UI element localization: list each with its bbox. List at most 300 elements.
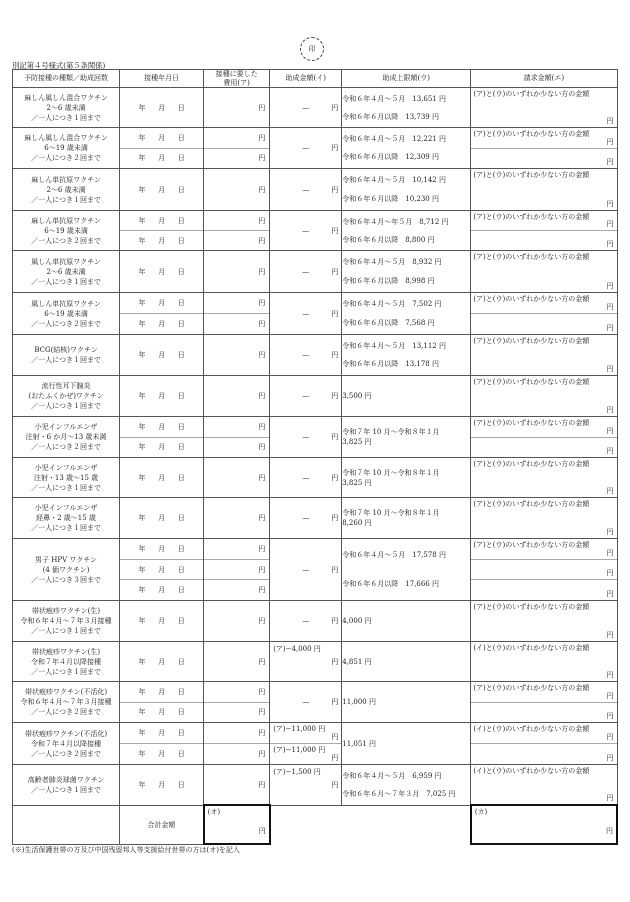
cost-field[interactable] bbox=[204, 682, 269, 702]
claim-amount-cell bbox=[471, 498, 617, 539]
yen-unit: 円 bbox=[331, 309, 339, 318]
vaccine-name-line: ／一人につき１回まで bbox=[31, 402, 101, 410]
claim-amount-cell bbox=[471, 458, 617, 498]
date-unit-month: 月 bbox=[158, 392, 166, 400]
vaccination-date-field[interactable] bbox=[120, 128, 203, 148]
yen-unit: 円 bbox=[606, 406, 614, 414]
date-unit-year: 年 bbox=[138, 351, 146, 359]
subsidy-cell bbox=[270, 765, 342, 806]
vaccine-name-line: (おたふくかぜ)ワクチン bbox=[28, 392, 104, 400]
cost-cell bbox=[204, 211, 270, 251]
claim-rule-note: (ア)と(ウ)のいずれか少ない方の金額 bbox=[473, 90, 590, 98]
vaccine-name-line: 2〜6 歳未満 bbox=[46, 103, 86, 112]
date-unit-month: 月 bbox=[158, 236, 166, 245]
vaccination-date-field[interactable] bbox=[120, 579, 203, 600]
subsidy-limit-line: 4,851 円 bbox=[342, 657, 372, 666]
yen-unit: 円 bbox=[258, 729, 266, 737]
cost-field[interactable] bbox=[204, 458, 269, 497]
date-unit-year: 年 bbox=[138, 443, 146, 452]
date-unit-year: 年 bbox=[138, 617, 146, 625]
date-unit-day: 日 bbox=[177, 544, 185, 553]
claim-amount-field[interactable] bbox=[471, 417, 616, 437]
vaccine-name-line: BCG(結核)ワクチン bbox=[34, 346, 98, 354]
subsidy-limit-line: 令和６年６月以降 13,178 円 bbox=[342, 360, 439, 369]
yen-unit: 円 bbox=[258, 473, 266, 482]
date-unit-year: 年 bbox=[138, 267, 146, 276]
date-unit-year: 年 bbox=[138, 236, 146, 245]
subsidy-cell bbox=[270, 335, 342, 376]
yen-unit: 円 bbox=[258, 514, 266, 522]
yen-unit: 円 bbox=[258, 657, 266, 666]
claim-amount-field[interactable] bbox=[471, 88, 616, 127]
date-unit-day: 日 bbox=[177, 687, 185, 696]
claim-rule-note: (ア)と(ウ)のいずれか少ない方の金額 bbox=[473, 130, 590, 138]
yen-unit: 円 bbox=[331, 698, 339, 706]
claim-amount-cell bbox=[471, 601, 617, 642]
vaccine-name-line: 6〜19 歳未満 bbox=[44, 226, 88, 235]
subsidy-limit-cell bbox=[342, 765, 471, 806]
vaccine-name-line: 麻しん単抗原ワクチン bbox=[31, 175, 101, 184]
subsidy-dash: — bbox=[302, 473, 310, 482]
subsidy-dash: — bbox=[302, 309, 310, 318]
yen-unit: 円 bbox=[331, 514, 339, 522]
subsidy-limit-line: 令和６年６月以降 12,309 円 bbox=[342, 153, 439, 162]
subsidy-limit-line: 8,260 円 bbox=[342, 519, 372, 527]
yen-unit: 円 bbox=[258, 216, 266, 225]
vaccination-date-field[interactable] bbox=[120, 437, 203, 458]
cost-cell bbox=[204, 458, 270, 498]
claim-rule-note: (ア)と(ウ)のいずれか少ない方の金額 bbox=[473, 337, 590, 345]
yen-unit: 円 bbox=[606, 569, 614, 578]
vaccination-date-cell bbox=[120, 128, 204, 169]
vaccine-name-cell bbox=[13, 642, 120, 682]
seal-stamp-mark: 印 bbox=[300, 37, 324, 61]
claim-amount-field[interactable] bbox=[471, 230, 616, 250]
date-unit-day: 日 bbox=[177, 216, 185, 225]
claim-amount-field[interactable] bbox=[471, 601, 616, 641]
vaccination-date-cell bbox=[120, 498, 204, 539]
table-row bbox=[13, 539, 618, 601]
total-row bbox=[13, 805, 618, 844]
vaccine-name-cell bbox=[13, 498, 120, 539]
vaccine-name-line: ／一人につき２回まで bbox=[31, 319, 101, 328]
vaccine-name-line: ／一人につき２回まで bbox=[31, 443, 101, 451]
vaccination-date-field[interactable] bbox=[120, 417, 203, 437]
vaccination-date-cell bbox=[120, 211, 204, 251]
vaccination-date-field[interactable] bbox=[120, 702, 203, 723]
cost-field[interactable] bbox=[204, 211, 269, 230]
subsidy-cell bbox=[270, 128, 342, 169]
vaccine-name-cell bbox=[13, 458, 120, 498]
yen-unit: 円 bbox=[606, 794, 614, 802]
claim-amount-field[interactable] bbox=[471, 765, 616, 804]
subsidy-limit-line: 令和６年６月以降 8,998 円 bbox=[342, 277, 435, 285]
vaccine-name-cell bbox=[13, 539, 120, 601]
form-title: 別記第４号様式(第５条関係) bbox=[12, 61, 106, 70]
claim-amount-cell bbox=[471, 539, 617, 601]
vaccine-name-line: 帯状疱疹ワクチン(生) bbox=[31, 607, 101, 615]
subsidy-dash: — bbox=[302, 144, 310, 152]
subsidy-cell bbox=[270, 601, 342, 642]
claim-amount-cell bbox=[471, 169, 617, 211]
cost-field[interactable] bbox=[204, 230, 269, 250]
vaccination-date-field[interactable] bbox=[120, 251, 203, 292]
vaccination-date-field[interactable] bbox=[120, 723, 203, 743]
cost-field[interactable] bbox=[204, 128, 269, 148]
cost-field[interactable] bbox=[204, 251, 269, 292]
cost-field[interactable] bbox=[204, 539, 269, 559]
yen-unit: 円 bbox=[331, 267, 339, 276]
table-row bbox=[13, 642, 618, 682]
cost-cell bbox=[204, 169, 270, 211]
vaccine-name-cell bbox=[13, 88, 120, 128]
yen-unit: 円 bbox=[606, 158, 614, 166]
vaccination-date-field[interactable] bbox=[120, 169, 203, 210]
yen-unit: 円 bbox=[606, 324, 614, 332]
table-row bbox=[13, 169, 618, 211]
vaccine-name-line: ／一人につき２回まで bbox=[31, 236, 101, 245]
date-unit-day: 日 bbox=[177, 351, 185, 359]
cost-field[interactable] bbox=[204, 148, 269, 169]
cost-field[interactable] bbox=[204, 601, 269, 641]
vaccination-date-field[interactable] bbox=[120, 498, 203, 538]
cost-field[interactable] bbox=[204, 313, 269, 334]
vaccine-name-line: 風しん単抗原ワクチン bbox=[31, 257, 101, 266]
date-unit-year: 年 bbox=[138, 729, 146, 737]
yen-unit: 円 bbox=[606, 631, 614, 639]
subsidy-formula: (ア)−4,000 円 bbox=[273, 645, 321, 653]
claim-amount-field[interactable] bbox=[471, 498, 616, 538]
yen-unit: 円 bbox=[258, 687, 266, 696]
vaccine-name-cell bbox=[13, 601, 120, 642]
subsidy-cell bbox=[270, 251, 342, 293]
vaccination-date-field[interactable] bbox=[120, 313, 203, 334]
date-unit-month: 月 bbox=[158, 473, 166, 482]
subsidy-limit-cell bbox=[342, 498, 471, 539]
subsidy-limit-line: 令和６年４月〜年５月 8,712 円 bbox=[342, 217, 449, 226]
yen-unit: 円 bbox=[331, 103, 339, 112]
vaccination-date-field[interactable] bbox=[120, 376, 203, 416]
claim-amount-field[interactable] bbox=[471, 251, 616, 292]
date-unit-month: 月 bbox=[158, 185, 166, 194]
date-unit-month: 月 bbox=[158, 729, 166, 737]
yen-unit: 円 bbox=[258, 267, 266, 276]
table-row bbox=[13, 682, 618, 723]
yen-unit: 円 bbox=[331, 351, 339, 359]
subsidy-limit-line: 令和７年 10 月〜令和８年１月 bbox=[342, 509, 440, 517]
date-unit-month: 月 bbox=[158, 657, 166, 666]
yen-unit: 円 bbox=[258, 320, 266, 328]
claim-amount-field[interactable] bbox=[471, 539, 616, 559]
subsidy-cell bbox=[270, 88, 342, 128]
subsidy-cell bbox=[270, 682, 342, 723]
cost-cell bbox=[204, 539, 270, 601]
claim-amount-field[interactable] bbox=[471, 642, 616, 681]
claim-amount-cell bbox=[471, 128, 617, 169]
claim-rule-note: (ア)と(ウ)のいずれか少ない方の金額 bbox=[473, 213, 590, 221]
cost-cell bbox=[204, 376, 270, 417]
vaccine-name-line: ／一人につき１回まで bbox=[31, 524, 101, 532]
subsidy-limit-line: 令和６年４月〜５月 7,502 円 bbox=[342, 300, 442, 308]
date-unit-day: 日 bbox=[177, 422, 185, 431]
subsidy-limit-cell bbox=[342, 539, 471, 601]
yen-unit: 円 bbox=[331, 392, 339, 400]
claim-rule-note: (ア)と(ウ)のいずれか少ない方の金額 bbox=[473, 171, 590, 179]
yen-unit: 円 bbox=[606, 220, 614, 228]
total-ka-field[interactable] bbox=[471, 805, 617, 844]
vaccination-date-field[interactable] bbox=[120, 293, 203, 313]
claim-rule-note: (イ)と(ウ)のいずれか少ない方の金額 bbox=[473, 644, 590, 652]
vaccination-date-cell bbox=[120, 723, 204, 765]
cost-field[interactable] bbox=[204, 642, 269, 681]
claim-amount-field[interactable] bbox=[471, 559, 616, 580]
claim-amount-cell bbox=[471, 88, 617, 128]
date-unit-day: 日 bbox=[177, 103, 185, 112]
subsidy-limit-line: 3,500 円 bbox=[342, 392, 372, 400]
vaccination-date-field[interactable] bbox=[120, 765, 203, 804]
yen-unit: 円 bbox=[606, 548, 614, 557]
yen-unit: 円 bbox=[258, 586, 266, 595]
total-ka-label: (カ) bbox=[474, 808, 488, 816]
claim-amount-field[interactable] bbox=[471, 169, 616, 210]
table-row bbox=[13, 417, 618, 458]
claim-amount-cell bbox=[471, 642, 617, 682]
claim-amount-field[interactable] bbox=[471, 682, 616, 702]
cost-field[interactable] bbox=[204, 293, 269, 313]
vaccine-name-cell bbox=[13, 723, 120, 765]
date-unit-month: 月 bbox=[158, 708, 166, 717]
subsidy-limit-line: 11,000 円 bbox=[342, 698, 376, 706]
vaccination-date-field[interactable] bbox=[120, 211, 203, 230]
date-unit-month: 月 bbox=[158, 351, 166, 359]
cost-field[interactable] bbox=[204, 702, 269, 723]
date-unit-year: 年 bbox=[138, 544, 146, 553]
vaccine-name-line: ／一人につき１回まで bbox=[31, 627, 101, 635]
cost-field[interactable] bbox=[204, 723, 269, 743]
table-row bbox=[13, 765, 618, 806]
date-unit-day: 日 bbox=[177, 236, 185, 245]
subsidy-limit-line: 令和７年 10 月〜令和８年１月 bbox=[342, 428, 440, 436]
cost-cell bbox=[204, 88, 270, 128]
subsidy-dash: — bbox=[302, 267, 310, 276]
cost-field[interactable] bbox=[204, 743, 269, 764]
cost-cell bbox=[204, 335, 270, 376]
claim-amount-cell bbox=[471, 211, 617, 251]
claim-amount-field[interactable] bbox=[471, 313, 616, 334]
total-o-label: (オ) bbox=[207, 808, 221, 816]
yen-unit: 円 bbox=[258, 392, 266, 400]
vaccine-name-line: (4 価ワクチン) bbox=[42, 565, 90, 574]
claim-amount-field[interactable] bbox=[471, 376, 616, 416]
yen-unit: 円 bbox=[331, 657, 339, 666]
yen-unit: 円 bbox=[606, 733, 614, 741]
vaccination-date-cell bbox=[120, 376, 204, 417]
vaccine-name-line: 麻しん単抗原ワクチン bbox=[31, 216, 101, 225]
claim-amount-field[interactable] bbox=[471, 211, 616, 230]
claim-amount-field[interactable] bbox=[471, 579, 616, 600]
subsidy-limit-cell bbox=[342, 169, 471, 211]
vaccination-date-cell bbox=[120, 458, 204, 498]
claim-amount-field[interactable] bbox=[471, 723, 616, 743]
vaccine-name-line: 高齢者肺炎球菌ワクチン bbox=[27, 775, 105, 784]
vaccine-name-line: 麻しん風しん混合ワクチン bbox=[24, 93, 108, 102]
date-unit-day: 日 bbox=[177, 514, 185, 522]
subsidy-formula: (ア)−11,000 円 bbox=[273, 725, 326, 733]
footnote: (※)生活保護世帯の方及び中国残留邦人等支援給付世帯の方は(オ)を記入 bbox=[12, 846, 240, 854]
vaccination-date-cell bbox=[120, 169, 204, 211]
claim-amount-field[interactable] bbox=[471, 335, 616, 375]
subsidy-limit-line: 4,000 円 bbox=[342, 617, 372, 625]
vaccination-date-field[interactable] bbox=[120, 458, 203, 497]
cost-field[interactable] bbox=[204, 169, 269, 210]
vaccination-date-field[interactable] bbox=[120, 642, 203, 681]
vaccine-name-cell bbox=[13, 251, 120, 293]
yen-unit: 円 bbox=[258, 351, 266, 359]
yen-unit: 円 bbox=[258, 154, 266, 163]
subsidy-limit-line: 令和６年６月以降 17,666 円 bbox=[342, 580, 439, 588]
yen-unit: 円 bbox=[258, 617, 266, 625]
yen-unit: 円 bbox=[331, 780, 339, 789]
date-unit-day: 日 bbox=[177, 617, 185, 625]
vaccination-date-cell bbox=[120, 765, 204, 806]
date-unit-month: 月 bbox=[158, 299, 166, 307]
vaccine-name-line: ／一人につき１回まで bbox=[31, 667, 101, 676]
claim-amount-field[interactable] bbox=[471, 437, 616, 458]
cost-field[interactable] bbox=[204, 498, 269, 538]
claim-rule-note: (ア)と(ウ)のいずれか少ない方の金額 bbox=[473, 419, 590, 427]
yen-unit: 円 bbox=[258, 544, 266, 553]
vaccine-name-cell bbox=[13, 211, 120, 251]
claim-amount-field[interactable] bbox=[471, 743, 616, 764]
date-unit-year: 年 bbox=[138, 392, 146, 400]
claim-rule-note: (ア)と(ウ)のいずれか少ない方の金額 bbox=[473, 378, 590, 386]
date-unit-year: 年 bbox=[138, 514, 146, 522]
vaccine-name-cell bbox=[13, 293, 120, 335]
date-unit-month: 月 bbox=[158, 514, 166, 522]
cost-cell bbox=[204, 601, 270, 642]
date-unit-year: 年 bbox=[138, 299, 146, 307]
total-empty-cell bbox=[13, 805, 120, 844]
claim-amount-field[interactable] bbox=[471, 702, 616, 723]
claim-rule-note: (ア)と(ウ)のいずれか少ない方の金額 bbox=[473, 295, 590, 303]
vaccine-name-cell bbox=[13, 335, 120, 376]
cost-field[interactable] bbox=[204, 437, 269, 458]
subsidy-limit-cell bbox=[342, 723, 471, 765]
yen-unit: 円 bbox=[258, 443, 266, 452]
cost-cell bbox=[204, 128, 270, 169]
cost-cell bbox=[204, 417, 270, 458]
vaccination-date-field[interactable] bbox=[120, 148, 203, 169]
vaccine-name-line: ／一人につき１回まで bbox=[31, 113, 101, 122]
table-row bbox=[13, 251, 618, 293]
vaccine-name-line: 風しん単抗原ワクチン bbox=[31, 299, 101, 308]
cost-field[interactable] bbox=[204, 88, 269, 127]
vaccine-name-line: 6〜19 歳未満 bbox=[44, 309, 88, 318]
vaccination-date-field[interactable] bbox=[120, 743, 203, 764]
claim-amount-field[interactable] bbox=[471, 293, 616, 313]
total-o-field[interactable] bbox=[204, 805, 270, 844]
date-unit-day: 日 bbox=[177, 729, 185, 737]
yen-unit: 円 bbox=[258, 133, 266, 142]
subsidy-dash: — bbox=[302, 351, 310, 359]
subsidy-limit-cell bbox=[342, 251, 471, 293]
subsidy-limit-line: 令和６年４月〜５月 10,142 円 bbox=[342, 176, 446, 184]
subsidy-cell bbox=[270, 293, 342, 335]
vaccination-date-field[interactable] bbox=[120, 601, 203, 641]
vaccine-name-line: ／一人につき３回まで bbox=[31, 575, 101, 584]
cost-field[interactable] bbox=[204, 417, 269, 437]
vaccination-date-field[interactable] bbox=[120, 88, 203, 127]
date-unit-day: 日 bbox=[177, 267, 185, 276]
date-unit-day: 日 bbox=[177, 750, 185, 758]
vaccine-name-line: ／一人につき１回まで bbox=[31, 483, 101, 492]
subsidy-limit-cell bbox=[342, 458, 471, 498]
subsidy-cell bbox=[270, 539, 342, 601]
vaccination-date-field[interactable] bbox=[120, 539, 203, 559]
cost-cell bbox=[204, 765, 270, 806]
vaccination-claim-table bbox=[12, 69, 618, 845]
vaccination-date-field[interactable] bbox=[120, 682, 203, 702]
cost-field[interactable] bbox=[204, 579, 269, 600]
vaccine-name-line: 2〜6 歳未満 bbox=[46, 267, 86, 276]
date-unit-month: 月 bbox=[158, 544, 166, 553]
cost-cell bbox=[204, 293, 270, 335]
subsidy-cell bbox=[270, 723, 342, 765]
subsidy-dash: — bbox=[302, 565, 310, 574]
yen-unit: 円 bbox=[331, 185, 339, 194]
claim-rule-note: (ア)と(ウ)のいずれか少ない方の金額 bbox=[473, 541, 590, 549]
claim-amount-field[interactable] bbox=[471, 128, 616, 148]
date-unit-year: 年 bbox=[138, 473, 146, 482]
vaccination-date-field[interactable] bbox=[120, 230, 203, 250]
yen-unit: 円 bbox=[606, 671, 614, 679]
subsidy-limit-cell bbox=[342, 293, 471, 335]
vaccination-date-field[interactable] bbox=[120, 335, 203, 375]
yen-unit: 円 bbox=[606, 117, 614, 125]
cost-field[interactable] bbox=[204, 765, 269, 804]
subsidy-limit-cell bbox=[342, 128, 471, 169]
yen-unit: 円 bbox=[258, 422, 266, 431]
yen-unit: 円 bbox=[606, 590, 614, 599]
yen-unit: 円 bbox=[606, 691, 614, 700]
header-cost-line1: 接種に要した bbox=[215, 70, 258, 78]
vaccine-name-line: ／一人につき２回まで bbox=[31, 708, 101, 716]
table-row bbox=[13, 498, 618, 539]
yen-unit: 円 bbox=[606, 487, 614, 495]
subsidy-formula: (ア)−11,000 円 bbox=[273, 746, 326, 754]
claim-amount-field[interactable] bbox=[471, 148, 616, 169]
cost-cell bbox=[204, 251, 270, 293]
vaccine-name-line: 小児インフルエンザ bbox=[34, 423, 98, 431]
yen-unit: 円 bbox=[331, 226, 339, 235]
subsidy-limit-line: 令和６年４月〜５月 6,959 円 bbox=[342, 771, 442, 780]
date-unit-month: 月 bbox=[158, 133, 166, 142]
cost-field[interactable] bbox=[204, 335, 269, 375]
date-unit-month: 月 bbox=[158, 780, 166, 789]
claim-amount-cell bbox=[471, 335, 617, 376]
cost-field[interactable] bbox=[204, 376, 269, 416]
table-row bbox=[13, 601, 618, 642]
vaccination-date-field[interactable] bbox=[120, 559, 203, 580]
cost-field[interactable] bbox=[204, 559, 269, 580]
yen-unit: 円 bbox=[331, 473, 339, 482]
claim-amount-field[interactable] bbox=[471, 458, 616, 497]
yen-unit: 円 bbox=[258, 236, 266, 245]
vaccine-name-line: 小児インフルエンザ bbox=[34, 504, 98, 512]
claim-rule-note: (ア)と(ウ)のいずれか少ない方の金額 bbox=[473, 603, 590, 611]
date-unit-month: 月 bbox=[158, 320, 166, 328]
cost-cell bbox=[204, 642, 270, 682]
